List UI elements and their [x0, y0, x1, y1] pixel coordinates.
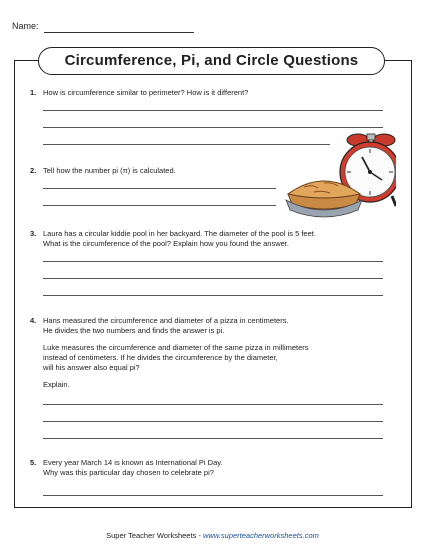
- question-3-number: 3.: [30, 229, 37, 238]
- question-5-line-2: Why was this particular day chosen to celebrate pi?: [43, 468, 214, 477]
- question-4-extra-line-1: Luke measures the circumference and diameter of the same pizza in millimeters: [43, 343, 309, 352]
- answer-line[interactable]: [43, 188, 276, 189]
- question-4-line-1: Hans measured the circumference and diameter of a pizza in centimeters.: [43, 316, 289, 325]
- footer-url-link[interactable]: www.superteacherworksheets.com: [202, 531, 319, 540]
- pie-and-clock-illustration: [284, 130, 396, 222]
- answer-line[interactable]: [43, 110, 383, 111]
- answer-line[interactable]: [43, 438, 383, 439]
- question-4-line-2: He divides the two numbers and finds the answer is pi.: [43, 326, 225, 335]
- answer-line[interactable]: [43, 127, 383, 128]
- answer-line[interactable]: [43, 261, 383, 262]
- answer-line[interactable]: [43, 278, 383, 279]
- footer: [0, 531, 425, 540]
- question-5-number: 5.: [30, 458, 37, 467]
- worksheet-title: Circumference, Pi, and Circle Questions: [38, 47, 385, 75]
- answer-line[interactable]: [43, 205, 276, 206]
- name-label: Name:: [12, 21, 39, 31]
- question-3-line-1: Laura has a circular kiddie pool in her backyard. The diameter of the pool is 5 feet.: [43, 229, 316, 238]
- question-1-number: 1.: [30, 88, 37, 97]
- question-4-explain-label: Explain.: [43, 380, 70, 389]
- question-4-extra-line-3: will his answer also equal pi?: [43, 363, 140, 372]
- footer-brand: Super Teacher Worksheets: [106, 531, 197, 540]
- answer-line[interactable]: [43, 421, 383, 422]
- question-4-extra-line-2: instead of centimeters. If he divides the circumference by the diameter,: [43, 353, 278, 362]
- question-1-text: How is circumference similar to perimeter? How is it different?: [43, 88, 249, 97]
- footer-separator: -: [196, 531, 203, 540]
- question-5-line-1: Every year March 14 is known as International Pi Day.: [43, 458, 223, 467]
- answer-line[interactable]: [43, 495, 383, 496]
- answer-line[interactable]: [43, 295, 383, 296]
- question-4-number: 4.: [30, 316, 37, 325]
- question-2-text: Tell how the number pi (π) is calculated.: [43, 166, 176, 175]
- question-3-line-2: What is the circumference of the pool? Explain how you found the answer.: [43, 239, 289, 248]
- answer-line[interactable]: [43, 404, 383, 405]
- name-write-line[interactable]: [44, 32, 194, 33]
- question-2-number: 2.: [30, 166, 37, 175]
